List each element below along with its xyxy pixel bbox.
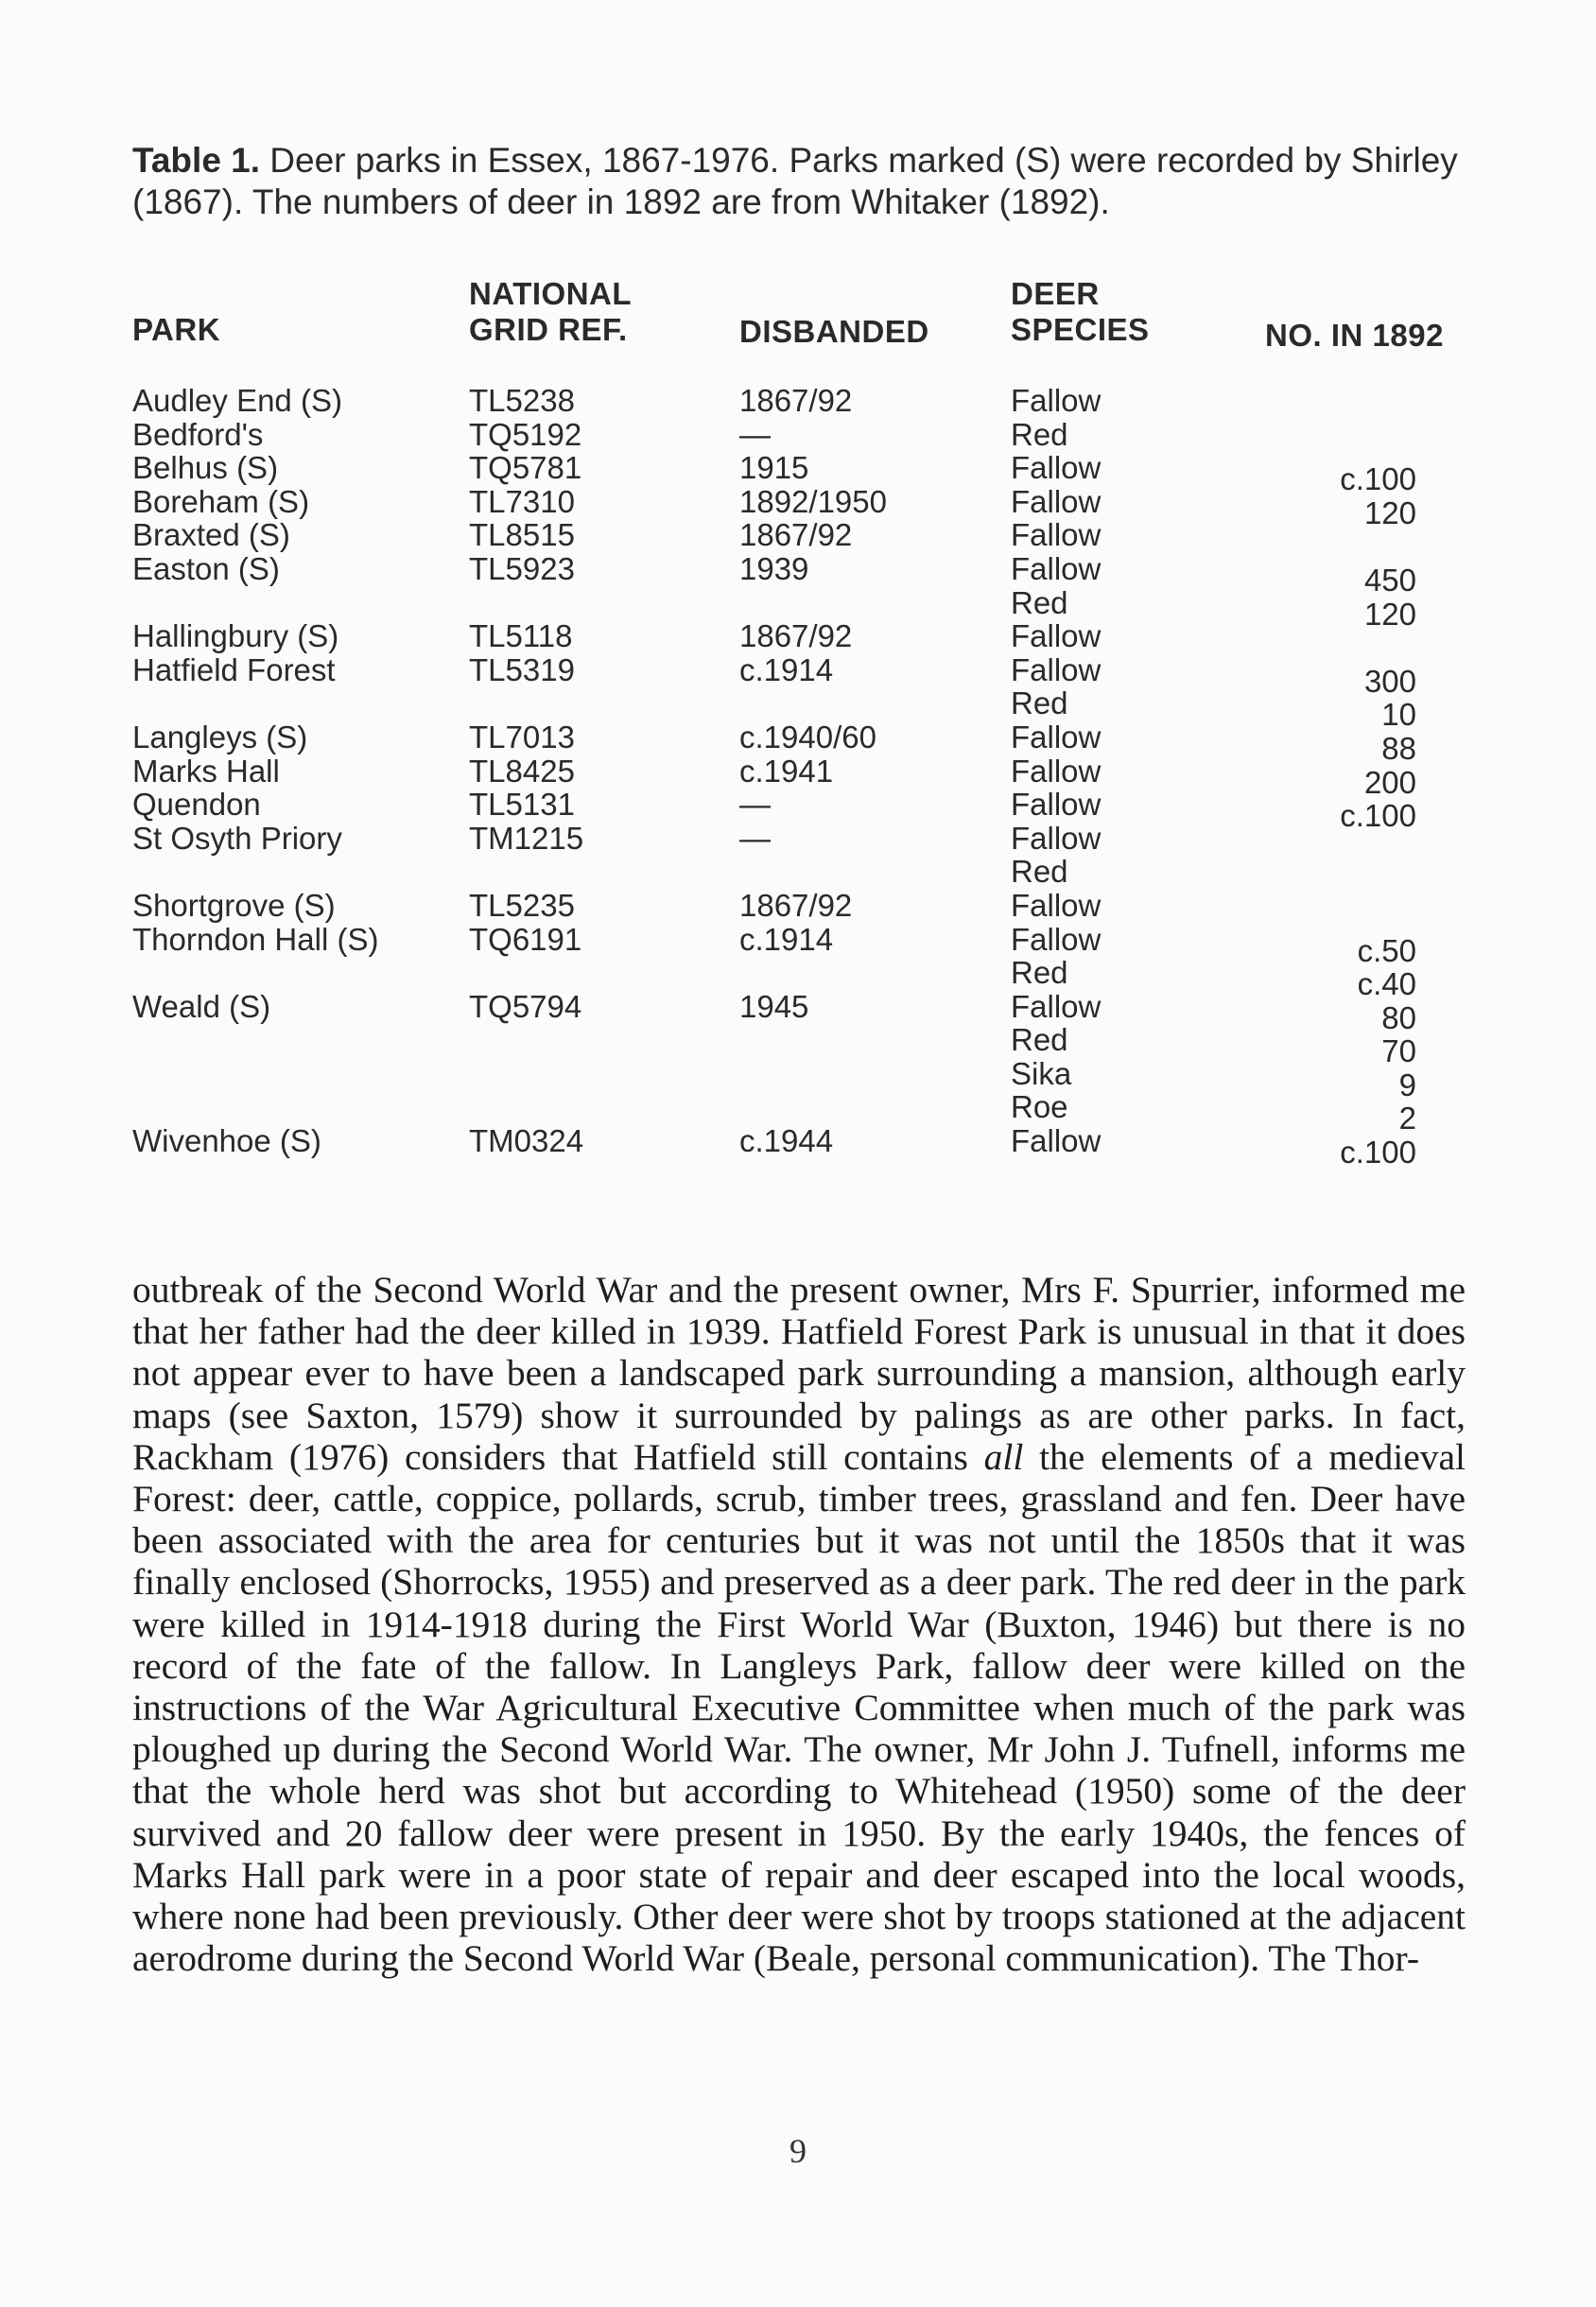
- disbanded-cell: [739, 855, 887, 889]
- species-cell: Red: [1011, 1022, 1068, 1058]
- grid-ref-cell: TL5235: [469, 887, 575, 923]
- number-cell: c.100: [1340, 1135, 1416, 1171]
- number-cell: [1258, 866, 1416, 900]
- disbanded-cell: [739, 1023, 887, 1057]
- number-cell: 120: [1363, 596, 1416, 632]
- species-cell: Fallow: [1011, 921, 1102, 957]
- grid-ref-cell: TL8515: [469, 517, 575, 553]
- body-paragraph: [132, 1269, 1466, 1979]
- disbanded-cell: [739, 956, 887, 990]
- disbanded-cell: 1892/1950: [739, 483, 887, 519]
- park-name-cell: [132, 1023, 378, 1057]
- disbanded-cell: [739, 1090, 887, 1124]
- disbanded-cell: 1867/92: [739, 887, 853, 923]
- species-cell: Fallow: [1011, 787, 1102, 823]
- number-cell: 9: [1398, 1067, 1416, 1102]
- number-cell: 10: [1381, 697, 1416, 733]
- number-cell: [1258, 631, 1416, 665]
- park-name-cell: Braxted (S): [132, 517, 290, 553]
- disbanded-column: [739, 384, 887, 1158]
- number-cell: 200: [1363, 764, 1416, 800]
- grid-ref-cell: TL5131: [469, 787, 575, 823]
- species-cell: Fallow: [1011, 450, 1102, 486]
- table-caption: [132, 140, 1475, 223]
- grid-ref-cell: [469, 956, 583, 990]
- disbanded-cell: 1945: [739, 988, 809, 1024]
- grid-ref-cell: TM0324: [469, 1123, 584, 1159]
- disbanded-cell: —: [739, 416, 771, 452]
- table-caption-label: Table 1.: [132, 141, 261, 180]
- grid-ref-cell: TL7013: [469, 719, 575, 755]
- number-cell: [1258, 395, 1416, 429]
- grid-ref-cell: TL8425: [469, 753, 575, 789]
- grid-ref-cell: TL7310: [469, 483, 575, 519]
- park-name-cell: [132, 1057, 378, 1091]
- number-cell: 450: [1363, 562, 1416, 598]
- header-grid-ref: [469, 276, 632, 348]
- number-cell: c.100: [1340, 461, 1416, 497]
- disbanded-cell: [739, 1057, 887, 1091]
- park-name-cell: Thorndon Hall (S): [132, 921, 379, 957]
- number-cell: c.40: [1357, 966, 1416, 1002]
- species-cell: Roe: [1011, 1089, 1068, 1125]
- park-name-cell: Wivenhoe (S): [132, 1123, 321, 1159]
- park-name-cell: Marks Hall: [132, 753, 280, 789]
- body-text-part1: outbreak of the Second World War and the present owner, Mrs F. Spurrier, informed me that her father had the deer killed in 1939. Hatfield Forest Park is unusual in that it does not appear ever to have been a landscaped park surrounding a mansion, although early maps (see Saxton, 1579) show it surrounded by palings as are other parks. In fact, Rackham (1976) considers that Hatfield still contains: [132, 1269, 1466, 1478]
- park-name-cell: [132, 855, 378, 889]
- number-cell: [1258, 529, 1416, 564]
- park-name-cell: Boreham (S): [132, 483, 310, 519]
- disbanded-cell: —: [739, 820, 771, 856]
- species-cell: Fallow: [1011, 1123, 1102, 1159]
- grid-ref-cell: TQ5192: [469, 416, 582, 452]
- number-cell: 300: [1363, 663, 1416, 699]
- grid-ref-cell: TL5238: [469, 383, 575, 418]
- number-cell: 2: [1398, 1101, 1416, 1136]
- number-cell: [1258, 833, 1416, 867]
- disbanded-cell: c.1914: [739, 651, 834, 687]
- grid-ref-cell: TL5923: [469, 550, 575, 586]
- park-name-cell: Audley End (S): [132, 383, 342, 418]
- grid-ref-cell: TQ5781: [469, 450, 582, 486]
- park-column: [132, 384, 378, 1158]
- grid-ref-cell: [469, 855, 583, 889]
- species-cell: Red: [1011, 584, 1068, 620]
- header-species-line2: SPECIES: [1011, 312, 1150, 347]
- number-cell: c.50: [1357, 932, 1416, 968]
- number-cell: 70: [1381, 1033, 1416, 1069]
- park-name-cell: Easton (S): [132, 550, 280, 586]
- species-cell: Sika: [1011, 1055, 1072, 1091]
- grid-ref-cell: [469, 586, 583, 620]
- park-name-cell: Langleys (S): [132, 719, 308, 755]
- disbanded-cell: 1867/92: [739, 383, 853, 418]
- disbanded-cell: c.1941: [739, 753, 834, 789]
- grid-ref-cell: [469, 1090, 583, 1124]
- header-number-1892: NO. IN 1892: [1265, 318, 1444, 353]
- header-grid-ref-line2: GRID REF.: [469, 312, 628, 347]
- header-disbanded: DISBANDED: [739, 314, 929, 349]
- park-name-cell: [132, 956, 378, 990]
- number-cell: 88: [1381, 730, 1416, 766]
- number-cell: 120: [1363, 494, 1416, 530]
- park-name-cell: Hallingbury (S): [132, 618, 339, 654]
- body-text-part2: the elements of a medieval Forest: deer, cattle, coppice, pollards, scrub, timber trees, grassland and fen. Deer have been associated with the area for centuries but it was not until the 1850s that it was finally enclosed (Shorrocks, 1955) and preserved as a deer park. The red deer in the park were killed in 1914-1918 during the First World War (Buxton, 1946) but there is no record of the fate of the fallow. In Langleys Park, fallow deer were killed on the instructions of the War Agricultural Executive Committee when much of the park was ploughed up during the Second World War. The owner, Mr John J. Tufnell, informs me that the whole herd was shot but according to Whitehead (1950) some of the deer survived and 20 fallow deer were present in 1950. By the early 1940s, the fences of Marks Hall park were in a poor state of repair and deer escaped into the local woods, where none had been previously. Other deer were shot by troops stationed at the adjacent aerodrome during the Second World War (Beale, personal communication). The Thor-: [132, 1435, 1466, 1980]
- table-caption-text: Deer parks in Essex, 1867-1976. Parks marked (S) were recorded by Shirley (1867). The numbers of deer in 1892 are from Whitaker (1892).: [132, 141, 1458, 221]
- header-species: [1011, 276, 1150, 348]
- species-cell: Fallow: [1011, 651, 1102, 687]
- species-cell: Red: [1011, 955, 1068, 991]
- body-text-emphasis: all: [983, 1435, 1024, 1478]
- species-column: [1011, 384, 1101, 1158]
- disbanded-cell: 1867/92: [739, 618, 853, 654]
- species-cell: Fallow: [1011, 719, 1102, 755]
- park-name-cell: Bedford's: [132, 416, 264, 452]
- header-grid-ref-line1: NATIONAL: [469, 276, 633, 311]
- grid-ref-cell: TL5319: [469, 651, 575, 687]
- species-cell: Fallow: [1011, 383, 1102, 418]
- number-cell: 80: [1381, 999, 1416, 1035]
- park-name-cell: [132, 1090, 378, 1124]
- park-name-cell: Hatfield Forest: [132, 651, 336, 687]
- disbanded-cell: c.1940/60: [739, 719, 876, 755]
- number-column: [1258, 395, 1416, 1170]
- park-name-cell: Belhus (S): [132, 450, 279, 486]
- grid-ref-column: [469, 384, 583, 1158]
- number-cell: c.100: [1340, 798, 1416, 834]
- species-cell: Fallow: [1011, 753, 1102, 789]
- park-name-cell: Quendon: [132, 787, 261, 823]
- grid-ref-cell: TL5118: [469, 618, 573, 654]
- header-park: PARK: [132, 312, 221, 347]
- species-cell: Red: [1011, 416, 1068, 452]
- header-species-line1: DEER: [1011, 276, 1100, 311]
- grid-ref-cell: TQ5794: [469, 988, 582, 1024]
- disbanded-cell: —: [739, 787, 771, 823]
- species-cell: Fallow: [1011, 618, 1102, 654]
- page-number: 9: [789, 2132, 807, 2170]
- disbanded-cell: c.1944: [739, 1123, 834, 1159]
- disbanded-cell: c.1914: [739, 921, 834, 957]
- disbanded-cell: 1867/92: [739, 517, 853, 553]
- grid-ref-cell: TM1215: [469, 820, 584, 856]
- species-cell: Red: [1011, 854, 1068, 890]
- park-name-cell: St Osyth Priory: [132, 820, 342, 856]
- grid-ref-cell: [469, 686, 583, 720]
- number-cell: [1258, 429, 1416, 463]
- species-cell: Fallow: [1011, 820, 1102, 856]
- grid-ref-cell: TQ6191: [469, 921, 582, 957]
- disbanded-cell: 1915: [739, 450, 809, 486]
- grid-ref-cell: [469, 1023, 583, 1057]
- disbanded-cell: [739, 686, 887, 720]
- number-cell: [1258, 900, 1416, 934]
- disbanded-cell: 1939: [739, 550, 809, 586]
- species-cell: Fallow: [1011, 988, 1102, 1024]
- grid-ref-cell: [469, 1057, 583, 1091]
- park-name-cell: [132, 686, 378, 720]
- species-cell: Fallow: [1011, 887, 1102, 923]
- species-cell: Red: [1011, 685, 1068, 721]
- species-cell: Fallow: [1011, 483, 1102, 519]
- species-cell: Fallow: [1011, 550, 1102, 586]
- species-cell: Fallow: [1011, 517, 1102, 553]
- park-name-cell: [132, 586, 378, 620]
- disbanded-cell: [739, 586, 887, 620]
- park-name-cell: Weald (S): [132, 988, 271, 1024]
- park-name-cell: Shortgrove (S): [132, 887, 336, 923]
